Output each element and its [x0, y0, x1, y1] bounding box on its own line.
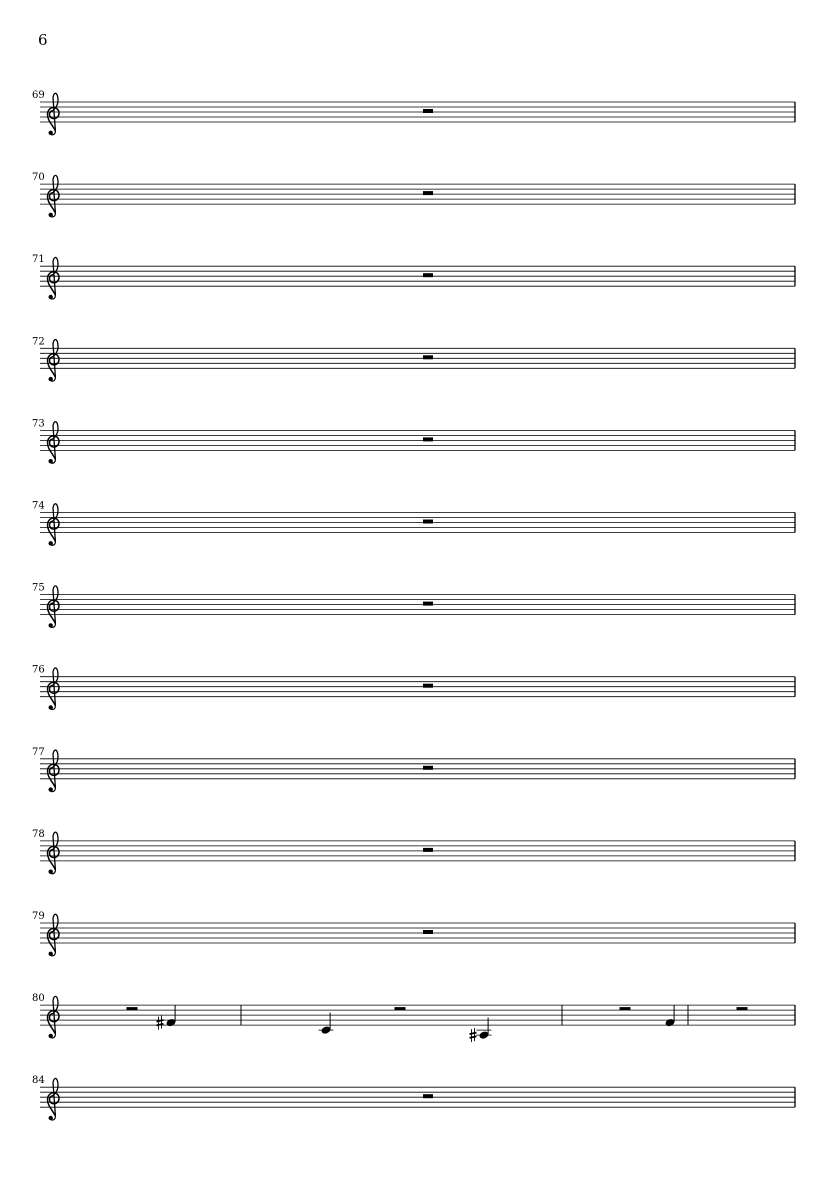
sharp-bar	[470, 1036, 477, 1038]
measure-number: 69	[32, 90, 45, 101]
treble-clef-icon	[48, 93, 60, 135]
multi-measure-rest	[423, 355, 433, 359]
measure-number: 77	[32, 746, 45, 758]
staff-system-78	[32, 829, 795, 874]
half-rest	[395, 1007, 406, 1010]
sharp-icon	[470, 1028, 477, 1042]
staff-system-72	[32, 336, 795, 381]
measure-3	[620, 1005, 676, 1027]
multi-measure-rest	[423, 273, 433, 277]
treble-clef-icon	[48, 996, 60, 1038]
measure-number: 76	[32, 664, 45, 676]
measure-number: 74	[32, 500, 45, 512]
measure-number: 70	[32, 172, 45, 184]
measure-number: 71	[32, 254, 45, 266]
staff-system-77	[32, 747, 795, 792]
quarter-note	[664, 1005, 675, 1027]
staff-system-84	[32, 1075, 795, 1120]
multi-measure-rest	[423, 848, 433, 852]
half-rest	[127, 1007, 138, 1010]
half-rest	[620, 1007, 631, 1010]
quarter-note	[157, 1005, 177, 1030]
measure-number: 73	[32, 418, 45, 430]
staff-system-73	[32, 418, 795, 463]
measure-1	[127, 1005, 177, 1030]
measure-number: 75	[32, 582, 45, 594]
measure-number: 78	[32, 828, 45, 840]
treble-clef-icon	[48, 504, 60, 546]
treble-clef-icon	[48, 175, 60, 217]
treble-clef-icon	[48, 1078, 60, 1120]
staff-system-75	[32, 583, 795, 628]
measure-number: 80	[32, 993, 45, 1005]
multi-measure-rest	[423, 766, 433, 770]
staff-system-69	[32, 90, 795, 135]
measure-2	[319, 1007, 492, 1042]
sharp-bar	[470, 1033, 477, 1035]
treble-clef-icon	[48, 422, 60, 464]
multi-measure-rest	[423, 930, 433, 934]
page-number: 6	[38, 31, 48, 49]
multi-measure-rest	[423, 684, 433, 688]
staff-system-79	[32, 911, 795, 956]
treble-clef-icon	[48, 832, 60, 874]
treble-clef-icon	[48, 750, 60, 792]
measure-4	[737, 1007, 748, 1010]
treble-clef-icon	[48, 668, 60, 710]
quarter-note	[470, 1018, 492, 1043]
treble-clef-icon	[48, 257, 60, 299]
staff-system-70	[32, 172, 795, 217]
treble-clef-icon	[48, 914, 60, 956]
measure-number: 72	[32, 336, 45, 348]
multi-measure-rest	[423, 437, 433, 441]
quarter-note	[319, 1013, 334, 1035]
treble-clef-icon	[48, 340, 60, 382]
staff-system-74	[32, 501, 795, 546]
measure-number: 84	[32, 1075, 45, 1087]
half-rest	[737, 1007, 748, 1010]
staff-system-71	[32, 254, 795, 299]
staff-system-80	[32, 993, 795, 1042]
multi-measure-rest	[423, 602, 433, 606]
multi-measure-rest	[423, 109, 433, 113]
multi-measure-rest	[423, 520, 433, 524]
staff-system-76	[32, 665, 795, 710]
sharp-icon	[157, 1016, 164, 1030]
multi-measure-rest	[423, 1094, 433, 1098]
multi-measure-rest	[423, 191, 433, 195]
measure-number: 79	[32, 911, 45, 922]
treble-clef-icon	[48, 586, 60, 628]
